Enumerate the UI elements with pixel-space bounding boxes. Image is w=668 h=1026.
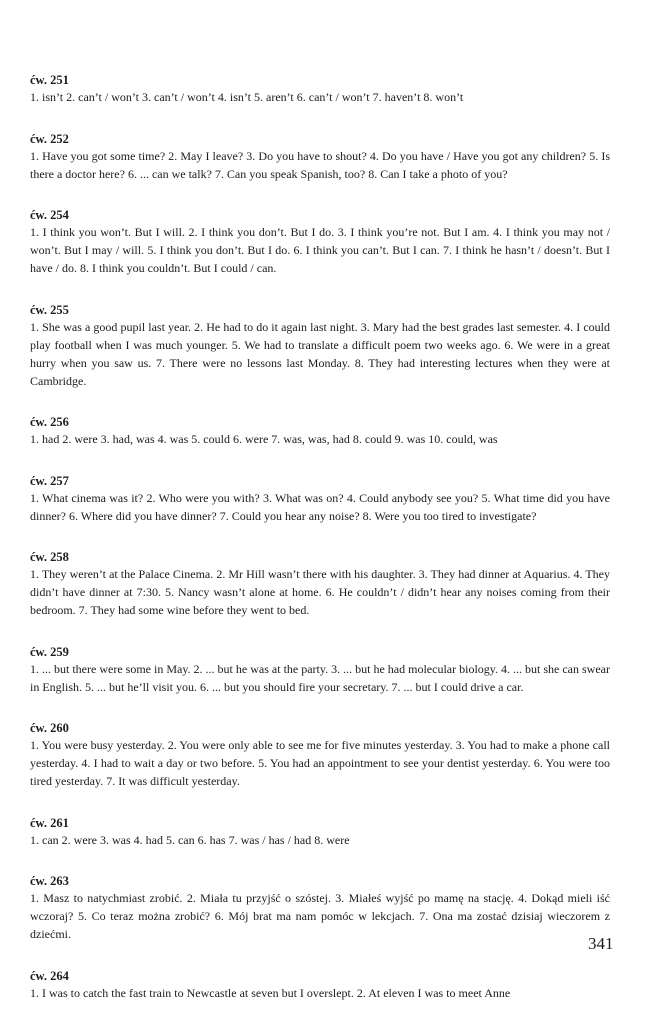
exercise-heading: ćw. 254 (30, 208, 69, 222)
exercise-264 (30, 968, 610, 1002)
exercise-heading: ćw. 258 (30, 550, 69, 564)
exercise-heading: ćw. 251 (30, 73, 69, 87)
exercise-252 (30, 131, 610, 183)
exercise-answers: 1. can 2. were 3. was 4. had 5. can 6. has 7. was / has / had 8. were (30, 832, 350, 847)
page-number: 341 (588, 934, 614, 953)
exercise-answers: 1. She was a good pupil last year. 2. He had to do it again last night. 3. Mary had the best grades last semester. 4. I could play football when I was much younger. 5. We had to translate a difficult poem two weeks ago. 6. We were in a great hurry when you saw us. 7. There were no lessons last Monday. 8. They had interesting lectures when they were at Cambridge. (30, 319, 610, 388)
exercise-257 (30, 473, 610, 525)
exercise-heading: ćw. 256 (30, 415, 69, 429)
exercise-answers: 1. Have you got some time? 2. May I leave? 3. Do you have to shout? 4. Do you have / Have you got any children? 5. Is there a doctor here? 6. ... can we talk? 7. Can you speak Spanish, too? 8. Can I take a photo of you? (30, 148, 610, 181)
exercise-263 (30, 873, 610, 943)
exercise-255 (30, 302, 610, 390)
exercise-261 (30, 815, 610, 849)
answer-key-page (30, 72, 610, 1026)
exercise-251 (30, 72, 610, 106)
exercise-heading: ćw. 261 (30, 815, 69, 830)
exercise-answers: 1. You were busy yesterday. 2. You were only able to see me for five minutes yesterday. 3. You had to make a phone call yesterday. 4. I had to wait a day or two before. 5. You had an appointment to see your dentist yesterday. 6. You were too tired yesterday. 7. It was difficult yesterday. (30, 738, 610, 788)
exercise-259 (30, 644, 610, 696)
exercise-heading: ćw. 252 (30, 131, 69, 146)
exercise-answers: 1. Masz to natychmiast zrobić. 2. Miała tu przyjść o szóstej. 3. Miałeś wyjść po mamę na stację. 4. Dokąd mieli iść wczoraj? 5. Co teraz można zrobić? 6. Mój brat ma nam pomóc w lekcjach. 7. Ona ma zostać dzisiaj wieczorem z dziećmi. (30, 891, 610, 941)
exercise-heading: ćw. 263 (30, 874, 69, 888)
exercise-256 (30, 414, 610, 448)
exercise-answers: 1. I think you won’t. But I will. 2. I think you don’t. But I do. 3. I think you’re not. But I am. 4. I think you may not / won’t. But I may / will. 5. I think you don’t. But I do. 6. I think you can’t. But I can. 7. I think he hasn’t / doesn’t. But I have / do. 8. I think you couldn’t. But I could / can. (30, 225, 610, 275)
exercise-254 (30, 207, 610, 277)
exercise-260 (30, 720, 610, 790)
exercise-answers: 1. They weren’t at the Palace Cinema. 2. Mr Hill wasn’t there with his daughter. 3. They had dinner at Aquarius. 4. They didn’t have dinner at 7:30. 5. Nancy wasn’t alone at home. 6. He couldn’t / didn’t hear any noises coming from their bedroom. 7. They had some wine before they went to bed. (30, 567, 610, 617)
exercise-heading: ćw. 259 (30, 644, 69, 659)
exercise-answers: 1. What cinema was it? 2. Who were you with? 3. What was on? 4. Could anybody see you? 5. What time did you have dinner? 6. Where did you have dinner? 7. Could you hear any noise? 8. Were you too tired to investigate? (30, 490, 610, 523)
exercise-answers: 1. ... but there were some in May. 2. ... but he was at the party. 3. ... but he had molecular biology. 4. ... but she can swear in English. 5. ... but he’ll visit you. 6. ... but you should fire your secretary. 7. ... but I could drive a car. (30, 661, 610, 694)
exercise-heading: ćw. 255 (30, 302, 69, 317)
exercise-answers: 1. I was to catch the fast train to Newcastle at seven but I overslept. 2. At eleven I was to meet Anne (30, 985, 511, 1000)
exercise-258 (30, 549, 610, 619)
exercise-heading: ćw. 260 (30, 721, 69, 735)
exercise-answers: 1. had 2. were 3. had, was 4. was 5. could 6. were 7. was, was, had 8. could 9. was 10. could, was (30, 432, 498, 446)
exercise-answers: 1. isn’t 2. can’t / won’t 3. can’t / won’t 4. isn’t 5. aren’t 6. can’t / won’t 7. haven’t 8. won’t (30, 90, 464, 104)
exercise-heading: ćw. 264 (30, 968, 69, 983)
exercise-heading: ćw. 257 (30, 473, 69, 488)
